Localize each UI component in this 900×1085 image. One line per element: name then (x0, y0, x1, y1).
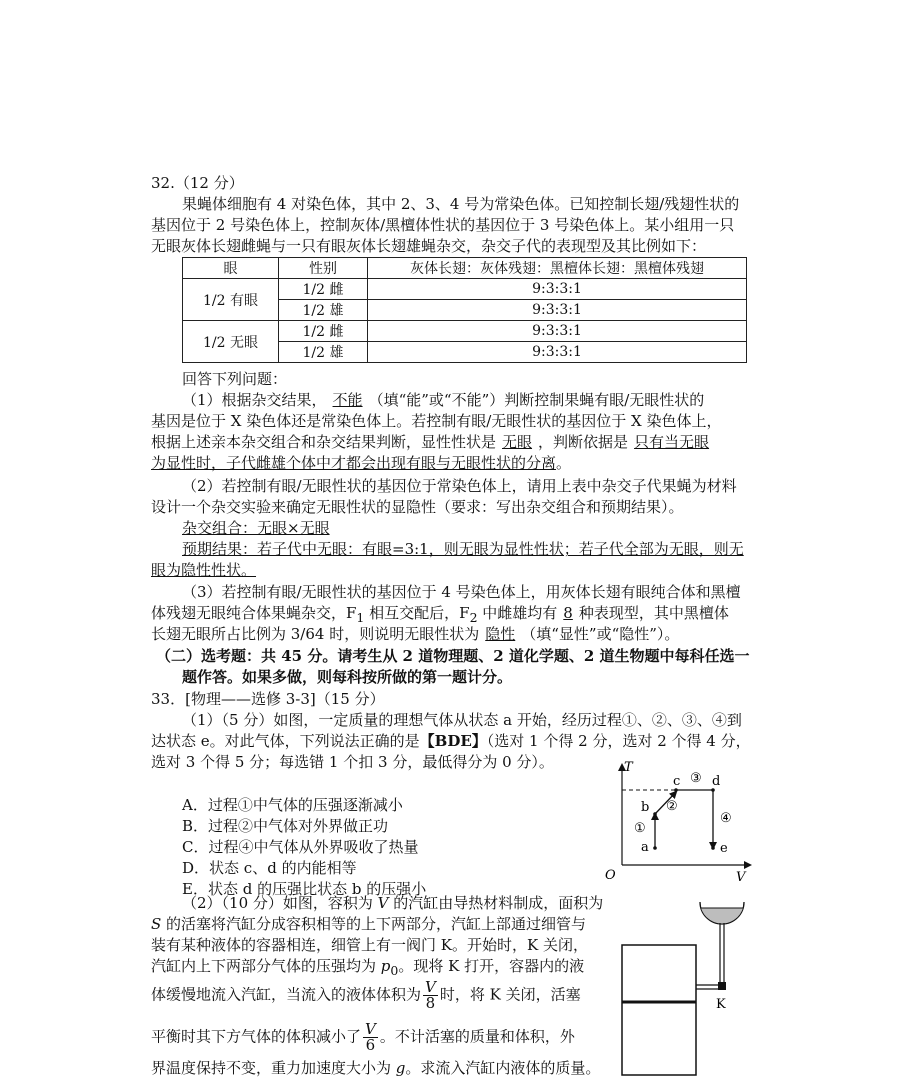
text: （填“显性”或“隐性”）。 (521, 625, 680, 643)
answer-blank: 只有当无眼 (634, 433, 710, 451)
q32-intro-1: 果蝇体细胞有 4 对染色体，其中 2、3、4 号为常染色体。已知控制长翅/残翅性状的 (182, 195, 740, 213)
process-2-label: ② (666, 799, 678, 814)
table-header-sex: 性别 (279, 258, 368, 279)
process-3-label: ③ (690, 771, 702, 786)
section-heading-line1: （二）选考题：共 45 分。请考生从 2 道物理题、2 道化学题、2 道生物题中每科任选一 (156, 647, 750, 665)
state-b-label: b (641, 800, 650, 815)
option-d: D．状态 c、d 的内能相等 (182, 859, 357, 877)
phenotype-table (182, 257, 747, 363)
answer-blank: 不能 (332, 391, 363, 409)
q32-intro-2: 基因位于 2 号染色体上，控制灰体/黑檀体性状的基因位于 3 号染色体上。某小组用一只 (151, 216, 735, 234)
table-cell-ratio: 9:3:3:1 (368, 342, 747, 363)
text: 长翅无眼所占比例为 3/64 时，则说明无眼性状为 (151, 625, 480, 643)
origin-label: O (605, 868, 616, 883)
table-cell-sex: 1/2 雌 (279, 279, 368, 300)
q33-p2-line4 (151, 956, 584, 981)
q32-p2-line1: （2）若控制有眼/无眼性状的基因位于常染色体上，请用上表中杂交子代果蝇为材料 (182, 477, 737, 495)
text: 。不计活塞的质量和体积，外 (379, 1027, 575, 1046)
subscript: 1 (356, 610, 365, 625)
state-d-label: d (712, 774, 721, 789)
q33-p2-line7 (151, 1058, 600, 1078)
q32-prompt: 回答下列问题： (182, 370, 288, 388)
cylinder-body (622, 945, 696, 1075)
text: 的活塞将汽缸分成容积相等的上下两部分，汽缸上部通过细管与 (161, 915, 587, 933)
q32-p1-line1 (182, 390, 704, 410)
q33-p2-line5 (151, 980, 581, 1011)
answer-blank: 隐性 (485, 625, 516, 643)
text: 的汽缸由导热材料制成，面积为 (388, 894, 604, 912)
answer-blank: 为显性时，子代雌雄个体中才都会出现有眼与无眼性状的分离 (151, 454, 557, 472)
text: 时，将 K 关闭，活塞 (439, 985, 581, 1004)
table-cell-ratio: 9:3:3:1 (368, 279, 747, 300)
table-cell-eye: 1/2 有眼 (183, 279, 279, 321)
state-e-label: e (720, 841, 728, 856)
q32-p2-line2: 设计一个杂交实验来确定无眼性状的显隐性（要求：写出杂交组合和预期结果）。 (151, 498, 684, 516)
state-b-dot (653, 812, 657, 816)
table-header-row (183, 258, 747, 279)
text: （2）（10 分）如图，容积为 (182, 894, 378, 912)
q32-p3-line1: （3）若控制有眼/无眼性状的基因位于 4 号染色体上，用灰体长翅有眼纯合体和黑檀 (182, 583, 741, 601)
text: 种表现型，其中黑檀体 (578, 604, 729, 622)
text: 根据上述亲本杂交组合和杂交结果判断，显性性状是 (151, 433, 497, 451)
var-s: S (151, 915, 162, 933)
q32-p2-line3: 杂交组合：无眼×无眼 (182, 519, 330, 537)
table-cell-sex: 1/2 雄 (279, 300, 368, 321)
table-cell-ratio: 9:3:3:1 (368, 321, 747, 342)
text: 体缓慢地流入汽缸，当流入的液体体积为 (151, 985, 422, 1004)
numerator: V (365, 1020, 376, 1038)
state-c-label: c (673, 774, 681, 789)
container-liquid-fill (701, 908, 743, 923)
process-4-label: ④ (720, 811, 732, 826)
option-a: A．过程①中气体的压强逐渐减小 (182, 796, 403, 814)
q33-p2-line1 (182, 893, 603, 913)
q32-p1-line3 (151, 432, 709, 452)
subscript: 0 (390, 963, 399, 978)
text: 。求流入汽缸内液体的质量。 (405, 1059, 601, 1077)
text: （1）根据杂交结果， (182, 391, 327, 409)
var-p0: p (380, 957, 391, 975)
section-heading-line2: 题作答。如果多做，则每科按所做的第一题计分。 (182, 668, 513, 686)
text: 汽缸内上下两部分气体的压强均为 (151, 957, 381, 975)
text: 平衡时其下方气体的体积减小了 (151, 1027, 362, 1046)
text: 相互交配后，F (364, 604, 470, 622)
q32-p1-line4 (151, 453, 571, 473)
subscript: 2 (469, 610, 478, 625)
table-cell-ratio: 9:3:3:1 (368, 300, 747, 321)
q32-p2-line4: 预期结果：若子代中无眼：有眼=3:1，则无眼为显性性状；若子代全部为无眼，则无 (182, 540, 744, 558)
answer-key: 【BDE】 (419, 732, 487, 750)
option-e: E．状态 d 的压强比状态 b 的压强小 (182, 880, 427, 898)
table-header-eye: 眼 (183, 258, 279, 279)
table-row (183, 279, 747, 300)
text: 。现将 K 打开，容器内的液 (398, 957, 585, 975)
text: 中雌雄均有 (477, 604, 558, 622)
text: 达状态 e。对此气体，下列说法正确的是 (151, 732, 420, 750)
answer-blank: 8 (563, 604, 573, 622)
text: （选对 1 个得 2 分，选对 2 个得 4 分， (486, 732, 751, 750)
denominator: 6 (365, 1036, 376, 1054)
table-header-ratio: 灰体长翅：灰体残翅：黑檀体长翅：黑檀体残翅 (368, 258, 747, 279)
text: 体残翅无眼纯合体果蝇杂交，F (151, 604, 357, 622)
process-1-label: ① (634, 821, 646, 836)
text: （填“能”或“不能”）判断控制果蝇有眼/无眼性状的 (368, 391, 705, 409)
q33-p2-line3: 装有某种液体的容器相连，细管上有一阀门 K。开始时，K 关闭， (151, 936, 588, 954)
text: 界温度保持不变，重力加速度大小为 (151, 1059, 396, 1077)
axis-v-label: V (736, 870, 746, 885)
numerator: V (425, 978, 436, 996)
valve-k (718, 982, 726, 990)
thin-tube (696, 923, 720, 985)
state-e-dot (711, 846, 715, 850)
text: 。 (556, 454, 572, 472)
fraction-v-over-8 (423, 980, 438, 1011)
q32-intro-3: 无眼灰体长翅雌蝇与一只有眼灰体长翅雄蝇杂交，杂交子代的表现型及其比例如下： (151, 237, 707, 255)
table-cell-sex: 1/2 雄 (279, 342, 368, 363)
q33-p2-line2 (151, 914, 586, 934)
q33-p1-line2 (151, 731, 751, 751)
var-g: g (395, 1059, 406, 1077)
text: ，判断依据是 (538, 433, 629, 451)
q32-p1-line2: 基因是位于 X 染色体还是常染色体上。若控制有眼/无眼性状的基因位于 X 染色体上， (151, 412, 722, 430)
q32-p3-line3 (151, 624, 679, 644)
q33-p1-line3: 选对 3 个得 5 分；每选错 1 个扣 3 分，最低得分为 0 分）。 (151, 753, 554, 771)
var-v: V (377, 894, 389, 912)
q32-p2-line5: 眼为隐性性状。 (151, 561, 257, 579)
q33-p2-line6 (151, 1022, 575, 1053)
state-a-dot (653, 846, 657, 850)
table-row (183, 321, 747, 342)
denominator: 8 (425, 994, 436, 1012)
table-cell-eye: 1/2 无眼 (183, 321, 279, 363)
tv-diagram (600, 760, 760, 885)
valve-label: K (716, 997, 726, 1012)
cylinder-diagram (612, 890, 762, 1080)
state-a-label: a (641, 840, 649, 855)
q33-p1-line1: （1）（5 分）如图，一定质量的理想气体从状态 a 开始，经历过程①、②、③、④到 (182, 711, 742, 729)
q32-header: 32.（12 分） (151, 174, 244, 192)
table-cell-sex: 1/2 雌 (279, 321, 368, 342)
axis-t-label: T (624, 760, 633, 775)
option-b: B．过程②中气体对外界做正功 (182, 817, 389, 835)
option-c: C．过程④中气体从外界吸收了热量 (182, 838, 419, 856)
fraction-v-over-6 (363, 1022, 378, 1053)
q33-header: 33．[物理——选修 3-3]（15 分） (151, 690, 385, 708)
answer-blank: 无眼 (502, 433, 533, 451)
